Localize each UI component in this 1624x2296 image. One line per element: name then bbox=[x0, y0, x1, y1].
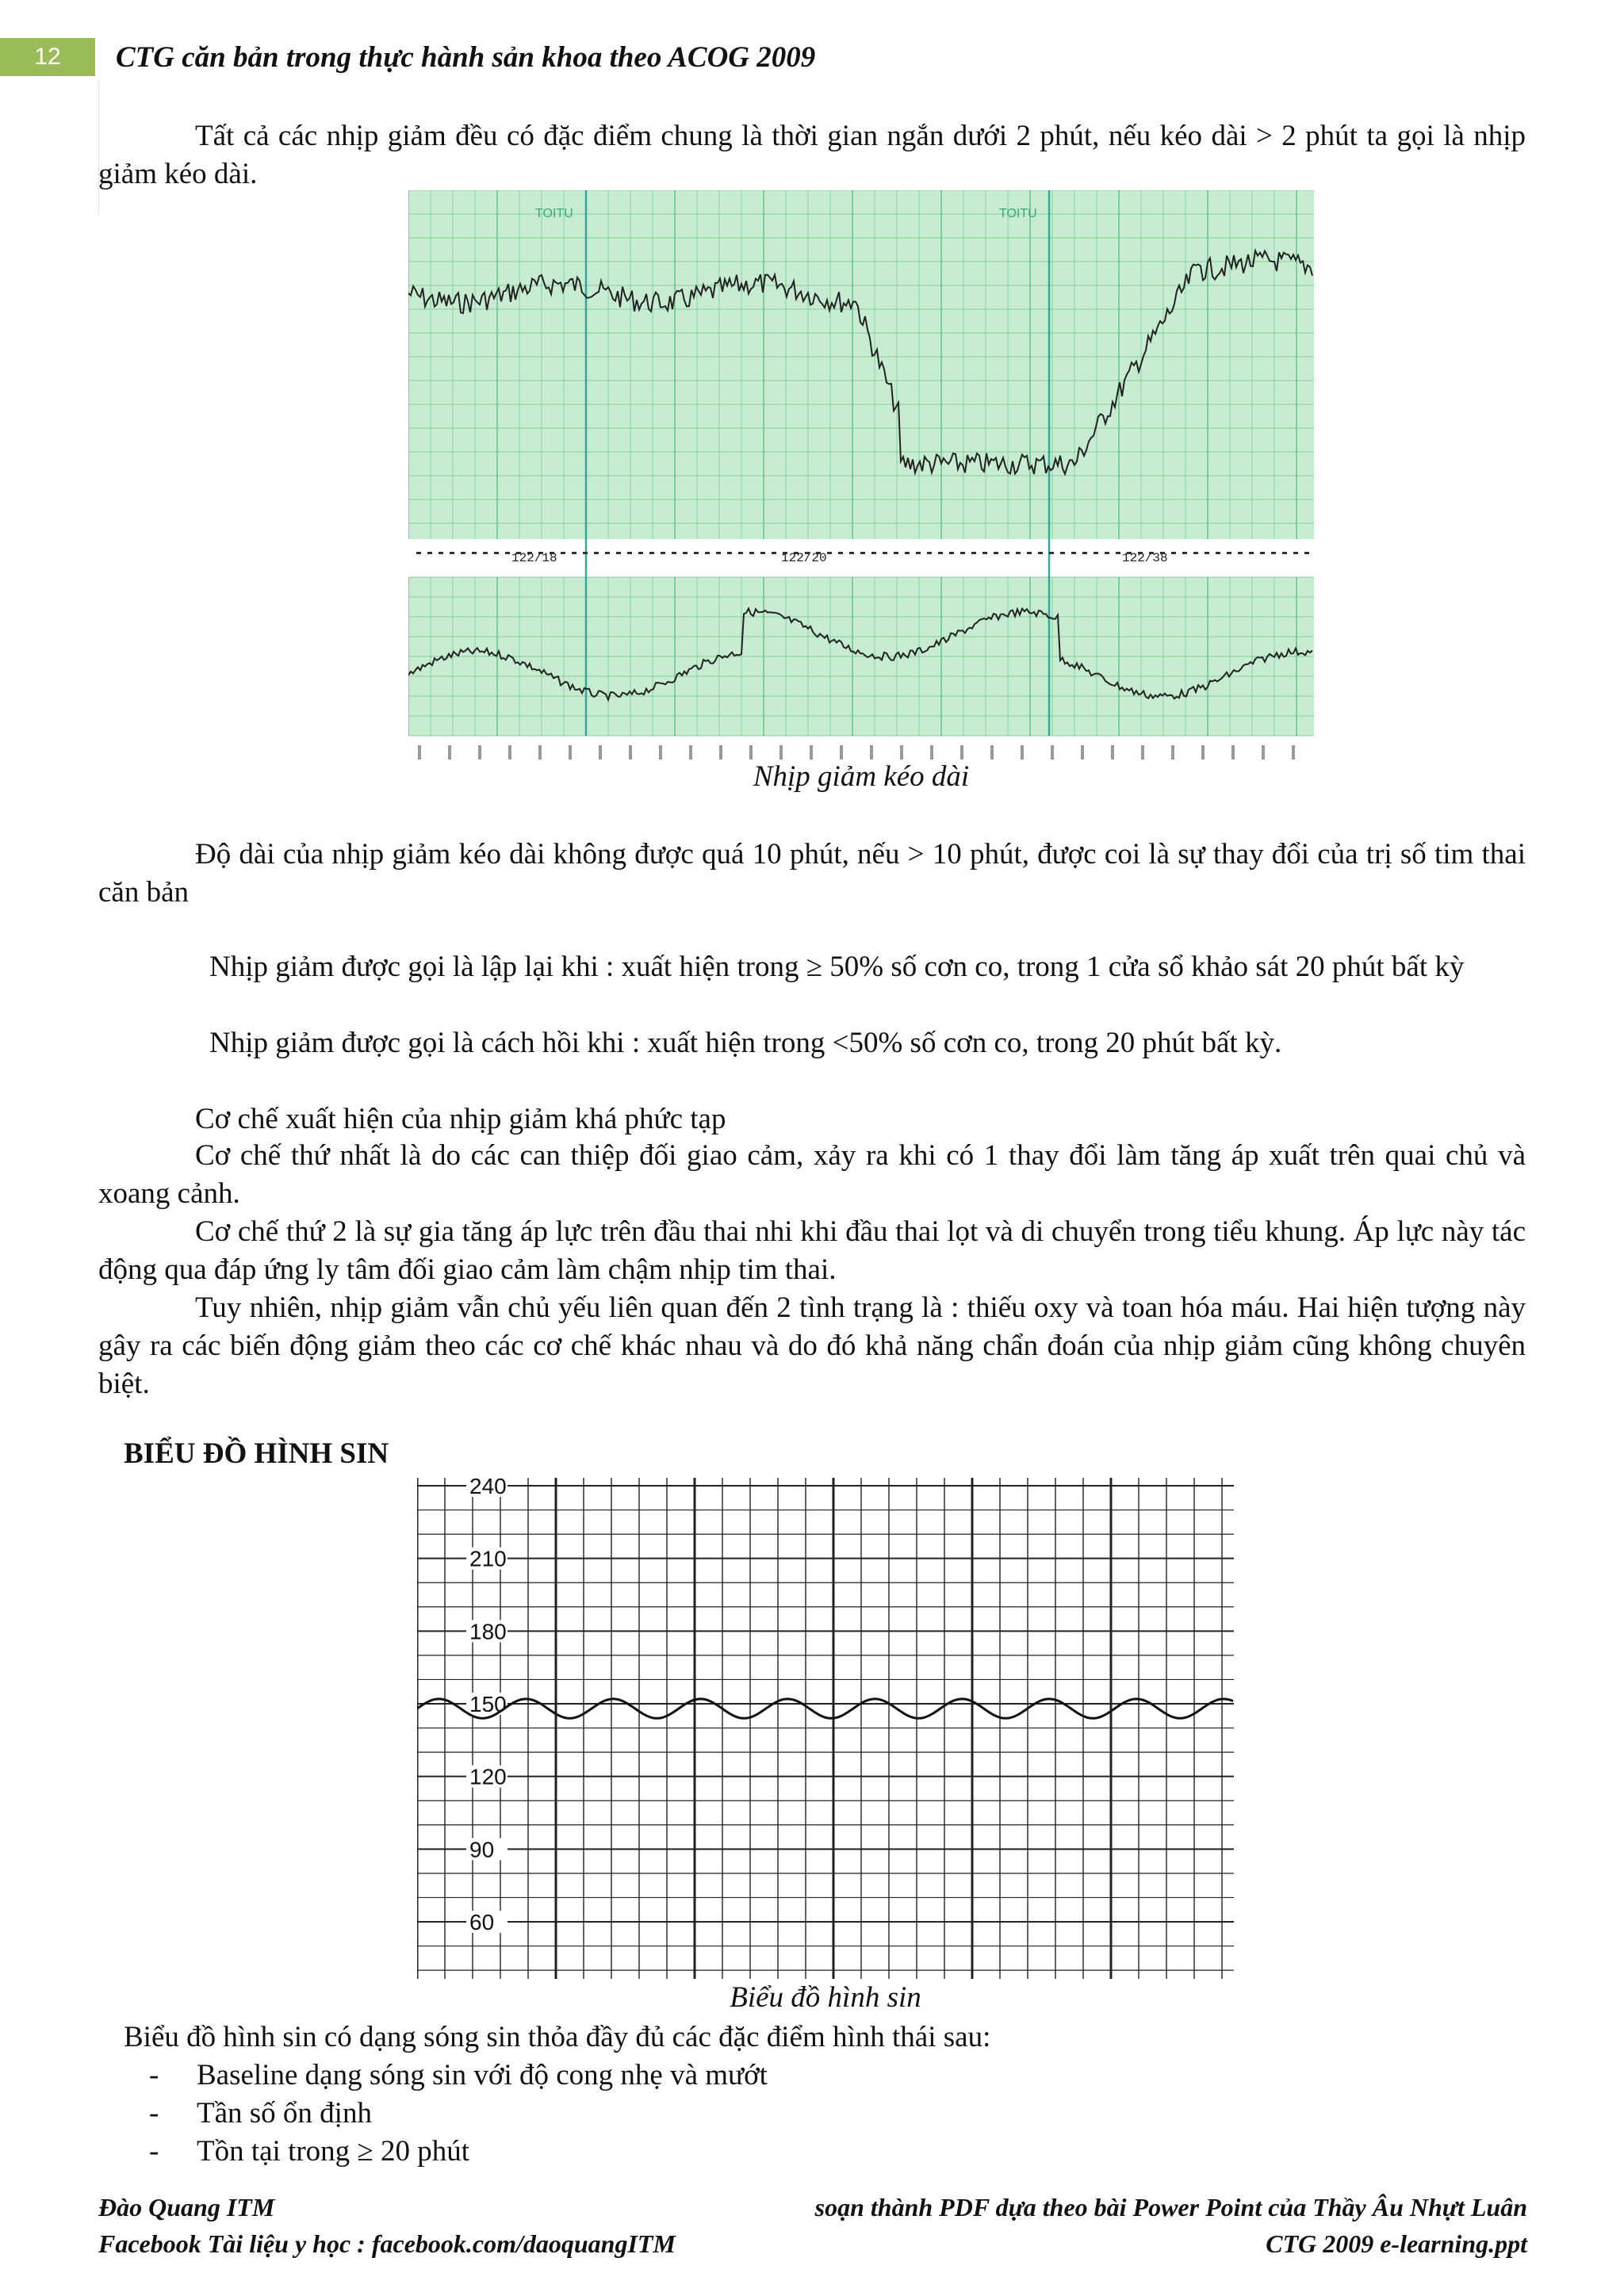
page-number: 12 bbox=[0, 38, 95, 76]
paragraph-mechanism-2: Cơ chế thứ 2 là sự gia tăng áp lực trên đầu thai nhi khi đầu thai lọt và di chuyển trong tiểu khung. Áp lực này tác động qua đáp ứng ly tâm đối giao cảm làm chậm nhịp tim thai. bbox=[98, 1215, 1526, 1286]
strip-label: 122/20 bbox=[781, 551, 827, 565]
paragraph-mechanism: Cơ chế xuất hiện của nhịp giảm khá phức tạp bbox=[195, 1103, 726, 1135]
footer-file: CTG 2009 e-learning.ppt bbox=[1266, 2229, 1527, 2258]
y-tick-label: 180 bbox=[469, 1619, 507, 1644]
strip-label: 122/38 bbox=[1122, 551, 1168, 565]
page-header-title: CTG căn bản trong thực hành sản khoa theo ACOG 2009 bbox=[116, 41, 816, 74]
paragraph-sin-description: Biểu đồ hình sin có dạng sóng sin thỏa đầy đủ các đặc điểm hình thái sau: bbox=[124, 2021, 991, 2053]
list-item: - Tồn tại trong ≥ 20 phút bbox=[149, 2135, 470, 2168]
strip-label: TOITU bbox=[999, 207, 1037, 220]
y-tick-label: 60 bbox=[469, 1910, 495, 1934]
strip-label: TOITU bbox=[535, 207, 573, 220]
sinusoidal-figure bbox=[417, 1478, 1234, 1979]
footer-source: soạn thành PDF dựa theo bài Power Point của Thầy Âu Nhựt Luân bbox=[814, 2193, 1527, 2221]
y-tick-label: 210 bbox=[469, 1546, 507, 1571]
paragraph-intermittent: Nhịp giảm được gọi là cách hồi khi : xuất hiện trong <50% số cơn co, trong 20 phút bất kỳ. bbox=[209, 1027, 1282, 1059]
criteria-list bbox=[149, 2057, 768, 2171]
footer-facebook: Facebook Tài liệu y học : facebook.com/daoquangITM bbox=[98, 2229, 676, 2258]
y-tick-label: 90 bbox=[469, 1837, 495, 1862]
y-tick-label: 150 bbox=[469, 1692, 507, 1716]
paragraph-intro: Tất cả các nhịp giảm đều có đặc điểm chung là thời gian ngắn dưới 2 phút, nếu kéo dài > 2 phút ta gọi là nhịp giảm kéo dài. bbox=[98, 120, 1526, 190]
list-item: - Tần số ổn định bbox=[149, 2097, 372, 2130]
paragraph-recurrent: Nhịp giảm được gọi là lập lại khi : xuất hiện trong ≥ 50% số cơn co, trong 1 cửa sổ khảo sát 20 phút bất kỳ bbox=[209, 951, 1465, 983]
figure-caption: Nhịp giảm kéo dài bbox=[753, 760, 970, 793]
section-heading: BIỂU ĐỒ HÌNH SIN bbox=[124, 1437, 389, 1470]
paragraph-mechanism-1: Cơ chế thứ nhất là do các can thiệp đối giao cảm, xảy ra khi có 1 thay đổi làm tăng áp xuất trên quai chủ và xoang cảnh. bbox=[98, 1139, 1526, 1210]
y-tick-label: 240 bbox=[469, 1478, 507, 1498]
y-tick-label: 120 bbox=[469, 1764, 507, 1789]
list-item: - Baseline dạng sóng sin với độ cong nhẹ và mướt bbox=[149, 2059, 768, 2091]
paragraph-hypoxia: Tuy nhiên, nhịp giảm vẫn chủ yếu liên quan đến 2 tình trạng là : thiếu oxy và toan hóa máu. Hai hiện tượng này gây ra các biến động giảm theo các cơ chế khác nhau và do đó khả năng chẩn đoán của nhịp giảm cũng không chuyên biệt. bbox=[98, 1292, 1526, 1400]
ctg-strip-figure bbox=[408, 190, 1314, 764]
strip-label: 122/18 bbox=[511, 551, 557, 565]
paragraph-duration: Độ dài của nhịp giảm kéo dài không được quá 10 phút, nếu > 10 phút, được coi là sự thay đổi của trị số tim thai căn bản bbox=[98, 838, 1526, 909]
figure-caption: Biểu đồ hình sin bbox=[730, 1981, 921, 2014]
footer-author: Đào Quang ITM bbox=[98, 2193, 275, 2221]
